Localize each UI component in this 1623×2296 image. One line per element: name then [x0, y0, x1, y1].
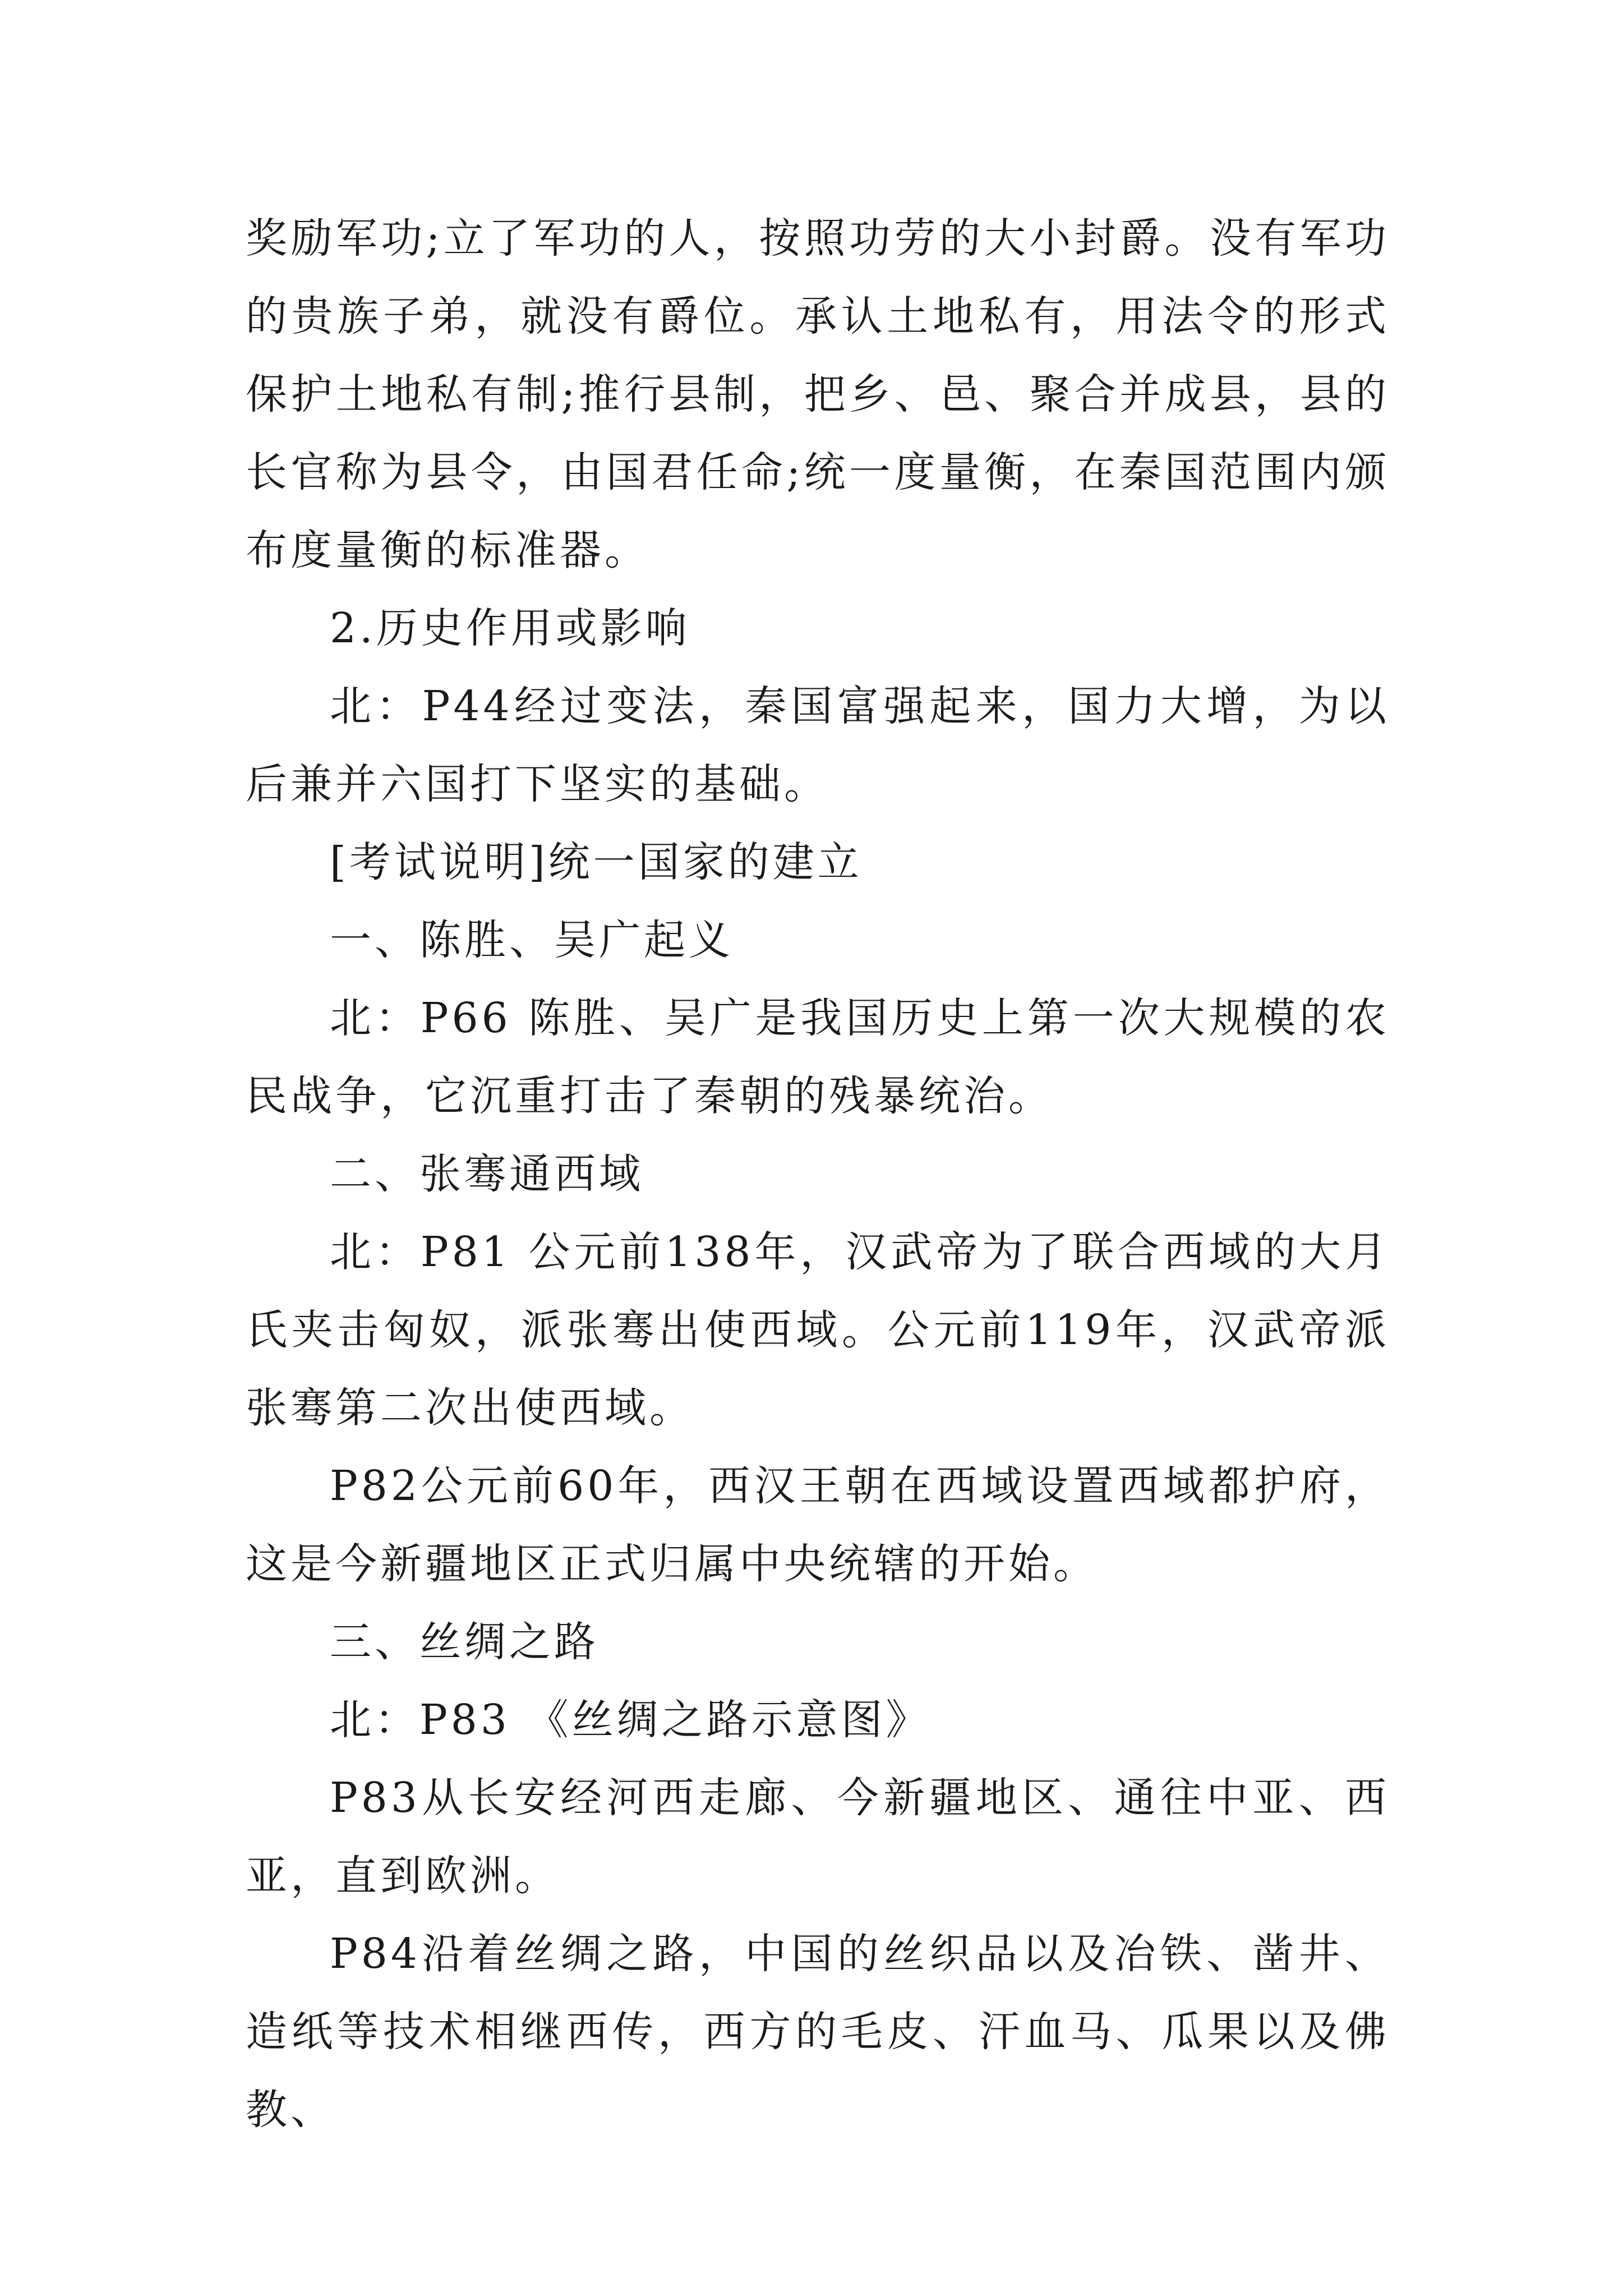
- heading-silk-road: 三、丝绸之路: [330, 1618, 599, 1666]
- paragraph-p44: 北：P44经过变法，秦国富强起来，国力大增，为以后兼并六国打下坚实的基础。: [246, 682, 1390, 808]
- paragraph-p81: 北：P81 公元前138年，汉武帝为了联合西域的大月氏夹击匈奴，派张骞出使西域。公元前119年，汉武帝派张骞第二次出使西域。: [246, 1228, 1390, 1432]
- paragraph-p83-map: 北：P83 《丝绸之路示意图》: [330, 1696, 931, 1744]
- paragraph-p84: P84沿着丝绸之路，中国的丝织品以及冶铁、凿井、造纸等技术相继西传，西方的毛皮、汗血马、瓜果以及佛教、: [246, 1930, 1390, 2134]
- paragraph-p83-route: P83从长安经河西走廊、今新疆地区、通往中亚、西亚，直到欧洲。: [246, 1774, 1390, 1900]
- heading-chen-sheng-wu-guang: 一、陈胜、吴广起义: [330, 916, 734, 964]
- heading-exam-note: [考试说明]统一国家的建立: [330, 838, 863, 886]
- document-body: [246, 200, 1390, 2149]
- heading-zhang-qian: 二、张骞通西域: [330, 1150, 644, 1198]
- paragraph-p66: 北：P66 陈胜、吴广是我国历史上第一次大规模的农民战争，它沉重打击了秦朝的残暴统治。: [246, 994, 1390, 1120]
- paragraph-qin-reform-content: 奖励军功;立了军功的人，按照功劳的大小封爵。没有军功的贵族子弟，就没有爵位。承认土地私有，用法令的形式保护土地私有制;推行县制，把乡、邑、聚合并成县，县的长官称为县令，由国君任命;统一度量衡，在秦国范围内颁布度量衡的标准器。: [246, 214, 1390, 574]
- paragraph-p82: P82公元前60年，西汉王朝在西域设置西域都护府，这是今新疆地区正式归属中央统辖的开始。: [246, 1462, 1390, 1588]
- heading-historical-impact: 2.历史作用或影响: [330, 604, 690, 652]
